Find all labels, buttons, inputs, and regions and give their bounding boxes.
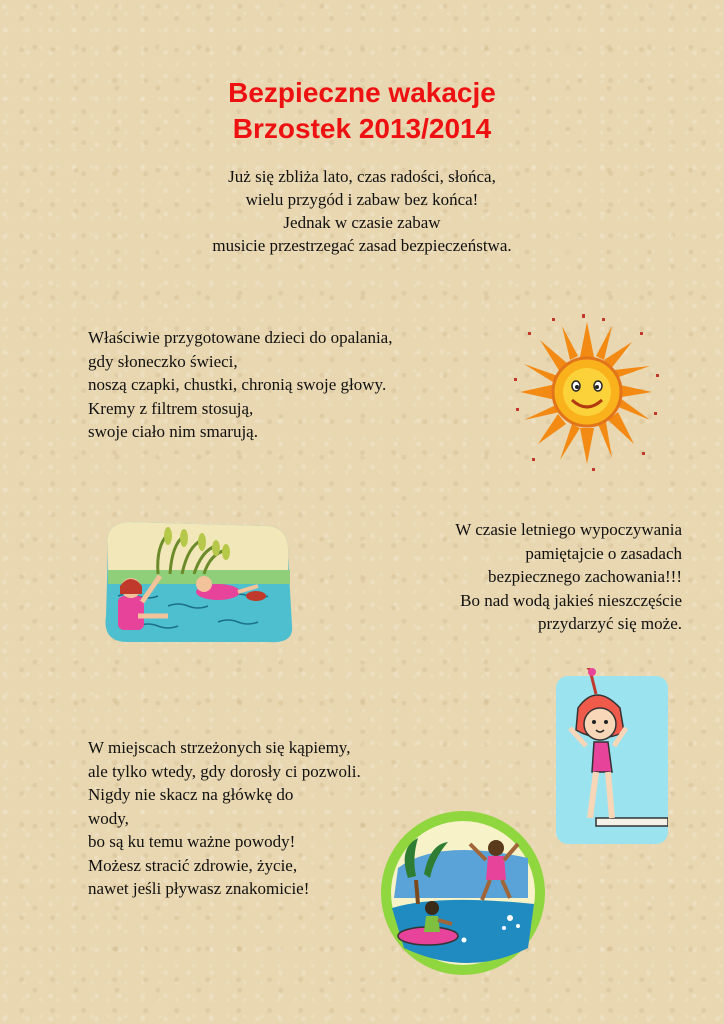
text-line: bo są ku temu ważne powody! bbox=[88, 832, 296, 851]
text-line: W czasie letniego wypoczywania bbox=[455, 520, 682, 539]
jetski-image bbox=[378, 808, 548, 978]
bathing-rules-text bbox=[88, 736, 361, 901]
intro-line: musicie przestrzegać zasad bezpieczeństwa. bbox=[212, 236, 512, 255]
intro-text bbox=[0, 165, 724, 257]
text-line: Właściwie przygotowane dzieci do opalania, bbox=[88, 328, 393, 347]
text-line: nawet jeśli pływasz znakomicie! bbox=[88, 879, 310, 898]
water-safety-text bbox=[455, 518, 682, 636]
sun-image bbox=[512, 312, 662, 472]
text-line: W miejscach strzeżonych się kąpiemy, bbox=[88, 738, 351, 757]
title-line-2: Brzostek 2013/2014 bbox=[232, 113, 492, 144]
text-line: Możesz stracić zdrowie, życie, bbox=[88, 855, 298, 875]
text-line: Nigdy nie skacz na główkę do bbox=[88, 785, 294, 804]
intro-line: wielu przygód i zabaw bez końca! bbox=[245, 190, 479, 209]
intro-line: Jednak w czasie zabaw bbox=[283, 213, 441, 232]
sun-protection-text bbox=[88, 326, 392, 444]
intro-line: Już się zbliża lato, czas radości, słońca, bbox=[228, 167, 496, 186]
swimmers-image bbox=[98, 516, 298, 646]
text-line: noszą czapki, chustki, chronią swoje głowy. bbox=[88, 375, 387, 394]
title-line-1: Bezpieczne wakacje bbox=[228, 77, 496, 108]
text-line: swoje ciało nim smarują. bbox=[88, 422, 258, 441]
text-line: pamiętajcie o zasadach bbox=[525, 543, 682, 563]
text-line: przydarzyć się może. bbox=[538, 614, 682, 633]
text-line: bezpiecznego zachowania!!! bbox=[488, 567, 682, 586]
text-line: ale tylko wtedy, gdy dorosły ci pozwoli. bbox=[88, 761, 361, 781]
diving-girl-image bbox=[556, 668, 668, 844]
text-line: Kremy z filtrem stosują, bbox=[88, 398, 254, 418]
text-line: gdy słoneczko świeci, bbox=[88, 351, 238, 371]
text-line: wody, bbox=[88, 808, 129, 828]
text-line: Bo nad wodą jakieś nieszczęście bbox=[460, 590, 682, 610]
